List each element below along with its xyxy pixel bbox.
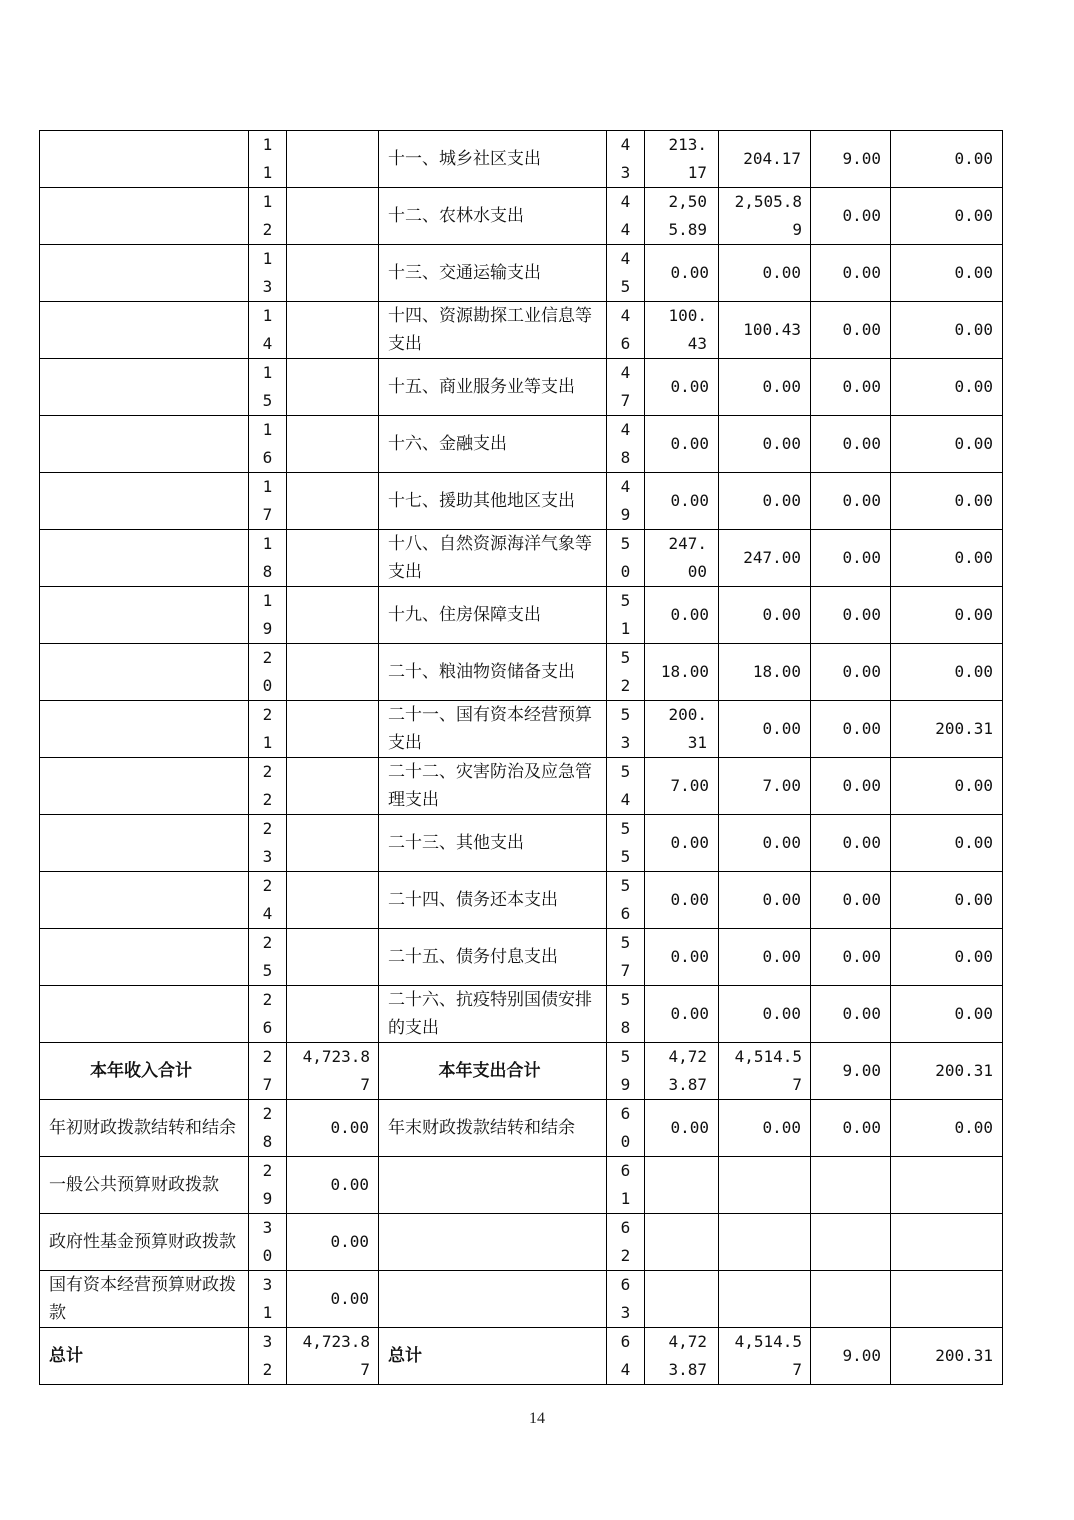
expense-total-cell: 0.00	[645, 986, 719, 1043]
state-capital-cell: 0.00	[891, 872, 1003, 929]
expense-line-no-text: 61	[620, 1161, 631, 1208]
gov-fund-cell: 0.00	[811, 587, 891, 644]
income-item-cell	[40, 644, 249, 701]
table-row	[40, 701, 1003, 758]
expense-line-no-cell	[607, 815, 645, 872]
table-row	[40, 359, 1003, 416]
general-budget-cell	[719, 1328, 811, 1385]
expense-line-no-cell	[607, 929, 645, 986]
expense-line-no-text: 63	[620, 1275, 631, 1322]
table-row	[40, 1100, 1003, 1157]
state-capital-cell: 0.00	[891, 644, 1003, 701]
expense-line-no-text: 60	[620, 1104, 631, 1151]
state-capital-cell: 0.00	[891, 359, 1003, 416]
income-item-cell	[40, 758, 249, 815]
income-line-no-cell	[249, 929, 287, 986]
expense-item-cell	[379, 1271, 607, 1328]
gov-fund-cell: 0.00	[811, 245, 891, 302]
gov-fund-cell: 0.00	[811, 986, 891, 1043]
expense-total-cell: 0.00	[645, 587, 719, 644]
income-amount-cell	[287, 302, 379, 359]
gov-fund-cell: 0.00	[811, 1100, 891, 1157]
income-item-cell	[40, 530, 249, 587]
income-amount-cell	[287, 701, 379, 758]
expense-line-no-cell	[607, 131, 645, 188]
income-amount-cell	[287, 872, 379, 929]
gov-fund-cell: 9.00	[811, 131, 891, 188]
expense-line-no-text: 54	[620, 762, 631, 809]
expense-item-cell	[379, 1214, 607, 1271]
expense-total-text: 100.43	[668, 306, 707, 353]
expense-item-cell: 十八、自然资源海洋气象等支出	[379, 530, 607, 587]
expense-total-text: 247.00	[668, 534, 707, 581]
expense-line-no-cell	[607, 1157, 645, 1214]
table-row	[40, 530, 1003, 587]
income-line-no-cell	[249, 872, 287, 929]
income-line-no-text: 20	[262, 648, 273, 695]
income-item-cell: 本年收入合计	[40, 1043, 249, 1100]
state-capital-cell: 0.00	[891, 1100, 1003, 1157]
income-amount-cell	[287, 644, 379, 701]
expense-total-cell	[645, 1328, 719, 1385]
income-item-cell: 政府性基金预算财政拨款	[40, 1214, 249, 1271]
expense-item-cell: 二十六、抗疫特别国债安排的支出	[379, 986, 607, 1043]
expense-line-no-cell	[607, 872, 645, 929]
general-budget-cell: 0.00	[719, 701, 811, 758]
page-number: 14	[529, 1410, 545, 1427]
general-budget-cell: 0.00	[719, 986, 811, 1043]
expense-line-no-cell	[607, 1328, 645, 1385]
income-line-no-cell	[249, 1328, 287, 1385]
table-row	[40, 1157, 1003, 1214]
expense-line-no-cell	[607, 1100, 645, 1157]
general-budget-text: 2,505.89	[734, 192, 802, 239]
table-row	[40, 929, 1003, 986]
expense-line-no-cell	[607, 587, 645, 644]
expense-total-text: 200.31	[668, 705, 707, 752]
general-budget-text: 4,514.57	[734, 1332, 802, 1379]
income-line-no-text: 28	[262, 1104, 273, 1151]
income-line-no-text: 19	[262, 591, 273, 638]
expense-item-cell: 十二、农林水支出	[379, 188, 607, 245]
income-line-no-text: 17	[262, 477, 273, 524]
income-line-no-cell	[249, 473, 287, 530]
general-budget-cell	[719, 188, 811, 245]
income-amount-cell	[287, 758, 379, 815]
expense-line-no-cell	[607, 188, 645, 245]
income-amount-cell: 0.00	[287, 1100, 379, 1157]
general-budget-cell: 0.00	[719, 815, 811, 872]
income-line-no-cell	[249, 1271, 287, 1328]
expense-item-cell: 十九、住房保障支出	[379, 587, 607, 644]
expense-item-cell: 年末财政拨款结转和结余	[379, 1100, 607, 1157]
income-item-cell	[40, 188, 249, 245]
income-line-no-cell	[249, 986, 287, 1043]
income-amount-cell: 0.00	[287, 1271, 379, 1328]
gov-fund-cell: 0.00	[811, 815, 891, 872]
expense-line-no-text: 64	[620, 1332, 631, 1379]
gov-fund-cell: 9.00	[811, 1043, 891, 1100]
state-capital-cell: 0.00	[891, 473, 1003, 530]
expense-line-no-text: 53	[620, 705, 631, 752]
expense-line-no-text: 55	[620, 819, 631, 866]
expense-item-cell: 总计	[379, 1328, 607, 1385]
gov-fund-cell: 0.00	[811, 416, 891, 473]
income-item-cell	[40, 416, 249, 473]
expense-item-cell: 二十四、债务还本支出	[379, 872, 607, 929]
expense-line-no-cell	[607, 359, 645, 416]
income-line-no-cell	[249, 359, 287, 416]
expense-item-cell	[379, 1157, 607, 1214]
income-amount-cell	[287, 1328, 379, 1385]
expense-line-no-text: 48	[620, 420, 631, 467]
general-budget-cell: 0.00	[719, 416, 811, 473]
gov-fund-cell: 0.00	[811, 758, 891, 815]
expense-total-cell	[645, 1214, 719, 1271]
general-budget-cell: 0.00	[719, 359, 811, 416]
general-budget-cell	[719, 1043, 811, 1100]
gov-fund-cell: 0.00	[811, 359, 891, 416]
income-amount-cell	[287, 245, 379, 302]
income-amount-cell	[287, 359, 379, 416]
expense-item-cell: 二十五、债务付息支出	[379, 929, 607, 986]
income-amount-cell	[287, 1043, 379, 1100]
income-line-no-text: 26	[262, 990, 273, 1037]
state-capital-cell: 0.00	[891, 416, 1003, 473]
state-capital-cell: 200.31	[891, 1043, 1003, 1100]
expense-total-cell: 0.00	[645, 872, 719, 929]
expense-line-no-text: 52	[620, 648, 631, 695]
income-line-no-cell	[249, 1100, 287, 1157]
expense-line-no-text: 50	[620, 534, 631, 581]
state-capital-cell	[891, 1214, 1003, 1271]
income-item-cell: 年初财政拨款结转和结余	[40, 1100, 249, 1157]
expense-line-no-text: 57	[620, 933, 631, 980]
expense-line-no-cell	[607, 1043, 645, 1100]
expense-item-cell: 十四、资源勘探工业信息等支出	[379, 302, 607, 359]
table-row	[40, 1271, 1003, 1328]
income-amount-cell	[287, 416, 379, 473]
table-row	[40, 758, 1003, 815]
income-line-no-text: 29	[262, 1161, 273, 1208]
income-item-cell	[40, 815, 249, 872]
table-row	[40, 815, 1003, 872]
income-line-no-text: 15	[262, 363, 273, 410]
income-amount-cell: 0.00	[287, 1157, 379, 1214]
income-line-no-text: 13	[262, 249, 273, 296]
expense-line-no-text: 45	[620, 249, 631, 296]
income-item-cell	[40, 131, 249, 188]
general-budget-cell: 0.00	[719, 473, 811, 530]
income-amount-text: 4,723.87	[302, 1047, 370, 1094]
expense-total-cell: 0.00	[645, 815, 719, 872]
table-row	[40, 1328, 1003, 1385]
income-item-cell	[40, 245, 249, 302]
gov-fund-cell: 0.00	[811, 473, 891, 530]
expense-line-no-text: 44	[620, 192, 631, 239]
expense-total-cell: 0.00	[645, 1100, 719, 1157]
income-line-no-text: 21	[262, 705, 273, 752]
table-row	[40, 473, 1003, 530]
general-budget-cell: 204.17	[719, 131, 811, 188]
expense-item-cell: 二十、粮油物资储备支出	[379, 644, 607, 701]
expense-total-cell	[645, 131, 719, 188]
gov-fund-cell: 0.00	[811, 644, 891, 701]
income-item-cell	[40, 473, 249, 530]
expense-line-no-cell	[607, 1214, 645, 1271]
expense-line-no-text: 62	[620, 1218, 631, 1265]
income-item-cell	[40, 872, 249, 929]
income-line-no-text: 27	[262, 1047, 273, 1094]
income-line-no-cell	[249, 1214, 287, 1271]
income-line-no-cell	[249, 758, 287, 815]
table-row	[40, 245, 1003, 302]
state-capital-cell: 0.00	[891, 986, 1003, 1043]
expense-total-cell	[645, 1043, 719, 1100]
expense-total-cell: 0.00	[645, 359, 719, 416]
expense-line-no-cell	[607, 416, 645, 473]
table-row	[40, 416, 1003, 473]
expense-item-cell: 二十一、国有资本经营预算支出	[379, 701, 607, 758]
expense-total-text: 2,505.89	[668, 192, 707, 239]
income-line-no-cell	[249, 815, 287, 872]
state-capital-cell	[891, 1271, 1003, 1328]
income-amount-cell: 0.00	[287, 1214, 379, 1271]
expense-total-cell: 0.00	[645, 416, 719, 473]
expense-line-no-cell	[607, 302, 645, 359]
general-budget-cell	[719, 1271, 811, 1328]
state-capital-cell: 0.00	[891, 245, 1003, 302]
general-budget-cell: 18.00	[719, 644, 811, 701]
gov-fund-cell	[811, 1214, 891, 1271]
general-budget-cell	[719, 1157, 811, 1214]
income-line-no-cell	[249, 245, 287, 302]
expense-total-text: 4,723.87	[668, 1047, 707, 1094]
income-line-no-text: 23	[262, 819, 273, 866]
state-capital-cell: 0.00	[891, 530, 1003, 587]
general-budget-cell: 0.00	[719, 245, 811, 302]
expense-item-cell: 十七、援助其他地区支出	[379, 473, 607, 530]
income-amount-text: 4,723.87	[302, 1332, 370, 1379]
expense-total-cell	[645, 302, 719, 359]
income-line-no-text: 11	[262, 135, 273, 182]
income-line-no-cell	[249, 416, 287, 473]
expense-total-text: 4,723.87	[668, 1332, 707, 1379]
expense-line-no-cell	[607, 473, 645, 530]
expense-total-cell: 0.00	[645, 473, 719, 530]
income-item-cell: 国有资本经营预算财政拨款	[40, 1271, 249, 1328]
income-line-no-text: 12	[262, 192, 273, 239]
expense-total-cell	[645, 1271, 719, 1328]
expense-line-no-text: 51	[620, 591, 631, 638]
income-line-no-cell	[249, 188, 287, 245]
gov-fund-cell: 0.00	[811, 188, 891, 245]
income-item-cell: 总计	[40, 1328, 249, 1385]
income-line-no-cell	[249, 131, 287, 188]
gov-fund-cell	[811, 1157, 891, 1214]
expense-line-no-cell	[607, 986, 645, 1043]
expense-line-no-cell	[607, 530, 645, 587]
income-amount-cell	[287, 131, 379, 188]
expense-total-cell	[645, 1157, 719, 1214]
income-line-no-cell	[249, 587, 287, 644]
expense-line-no-cell	[607, 758, 645, 815]
income-item-cell	[40, 701, 249, 758]
income-amount-cell	[287, 815, 379, 872]
income-item-cell	[40, 929, 249, 986]
income-amount-cell	[287, 530, 379, 587]
expense-line-no-cell	[607, 701, 645, 758]
state-capital-cell: 200.31	[891, 1328, 1003, 1385]
gov-fund-cell: 0.00	[811, 530, 891, 587]
state-capital-cell: 0.00	[891, 929, 1003, 986]
expense-item-cell: 十五、商业服务业等支出	[379, 359, 607, 416]
table-row	[40, 1214, 1003, 1271]
income-line-no-text: 16	[262, 420, 273, 467]
income-line-no-text: 24	[262, 876, 273, 923]
table-row	[40, 644, 1003, 701]
table-body	[40, 131, 1003, 1385]
budget-table	[39, 130, 1003, 1385]
expense-line-no-text: 43	[620, 135, 631, 182]
table-row	[40, 587, 1003, 644]
state-capital-cell: 0.00	[891, 758, 1003, 815]
gov-fund-cell: 0.00	[811, 929, 891, 986]
expense-total-cell	[645, 530, 719, 587]
income-line-no-cell	[249, 302, 287, 359]
general-budget-cell	[719, 1214, 811, 1271]
general-budget-cell: 7.00	[719, 758, 811, 815]
income-line-no-cell	[249, 1157, 287, 1214]
income-line-no-text: 30	[262, 1218, 273, 1265]
general-budget-cell: 247.00	[719, 530, 811, 587]
income-line-no-text: 32	[262, 1332, 273, 1379]
expense-item-cell: 十六、金融支出	[379, 416, 607, 473]
expense-line-no-text: 59	[620, 1047, 631, 1094]
expense-line-no-text: 46	[620, 306, 631, 353]
general-budget-cell: 0.00	[719, 872, 811, 929]
gov-fund-cell: 0.00	[811, 701, 891, 758]
state-capital-cell	[891, 1157, 1003, 1214]
gov-fund-cell: 0.00	[811, 302, 891, 359]
income-item-cell	[40, 302, 249, 359]
income-line-no-cell	[249, 644, 287, 701]
income-line-no-text: 31	[262, 1275, 273, 1322]
income-line-no-text: 18	[262, 534, 273, 581]
income-item-cell	[40, 986, 249, 1043]
expense-item-cell: 二十二、灾害防治及应急管理支出	[379, 758, 607, 815]
expense-total-cell: 18.00	[645, 644, 719, 701]
expense-line-no-cell	[607, 1271, 645, 1328]
expense-line-no-text: 47	[620, 363, 631, 410]
expense-item-cell: 二十三、其他支出	[379, 815, 607, 872]
income-item-cell	[40, 587, 249, 644]
state-capital-cell: 0.00	[891, 131, 1003, 188]
table-row	[40, 188, 1003, 245]
expense-line-no-cell	[607, 644, 645, 701]
gov-fund-cell	[811, 1271, 891, 1328]
income-item-cell	[40, 359, 249, 416]
state-capital-cell: 0.00	[891, 302, 1003, 359]
expense-total-cell: 7.00	[645, 758, 719, 815]
general-budget-cell: 0.00	[719, 587, 811, 644]
general-budget-cell: 0.00	[719, 929, 811, 986]
table-row	[40, 131, 1003, 188]
expense-total-cell: 0.00	[645, 929, 719, 986]
general-budget-text: 4,514.57	[734, 1047, 802, 1094]
gov-fund-cell: 9.00	[811, 1328, 891, 1385]
income-item-cell: 一般公共预算财政拨款	[40, 1157, 249, 1214]
expense-item-cell: 本年支出合计	[379, 1043, 607, 1100]
general-budget-cell: 0.00	[719, 1100, 811, 1157]
expense-line-no-cell	[607, 245, 645, 302]
income-line-no-text: 22	[262, 762, 273, 809]
expense-item-cell: 十一、城乡社区支出	[379, 131, 607, 188]
income-line-no-text: 25	[262, 933, 273, 980]
state-capital-cell: 0.00	[891, 587, 1003, 644]
state-capital-cell: 200.31	[891, 701, 1003, 758]
expense-line-no-text: 58	[620, 990, 631, 1037]
income-amount-cell	[287, 587, 379, 644]
income-amount-cell	[287, 188, 379, 245]
state-capital-cell: 0.00	[891, 188, 1003, 245]
table-row	[40, 302, 1003, 359]
income-line-no-cell	[249, 1043, 287, 1100]
expense-line-no-text: 49	[620, 477, 631, 524]
income-amount-cell	[287, 473, 379, 530]
state-capital-cell: 0.00	[891, 815, 1003, 872]
expense-line-no-text: 56	[620, 876, 631, 923]
general-budget-cell: 100.43	[719, 302, 811, 359]
expense-total-text: 213.17	[668, 135, 707, 182]
table-row	[40, 1043, 1003, 1100]
table-row	[40, 872, 1003, 929]
expense-total-cell	[645, 188, 719, 245]
expense-total-cell	[645, 701, 719, 758]
income-amount-cell	[287, 986, 379, 1043]
income-line-no-text: 14	[262, 306, 273, 353]
income-line-no-cell	[249, 530, 287, 587]
gov-fund-cell: 0.00	[811, 872, 891, 929]
income-line-no-cell	[249, 701, 287, 758]
table-row	[40, 986, 1003, 1043]
expense-total-cell: 0.00	[645, 245, 719, 302]
expense-item-cell: 十三、交通运输支出	[379, 245, 607, 302]
income-amount-cell	[287, 929, 379, 986]
